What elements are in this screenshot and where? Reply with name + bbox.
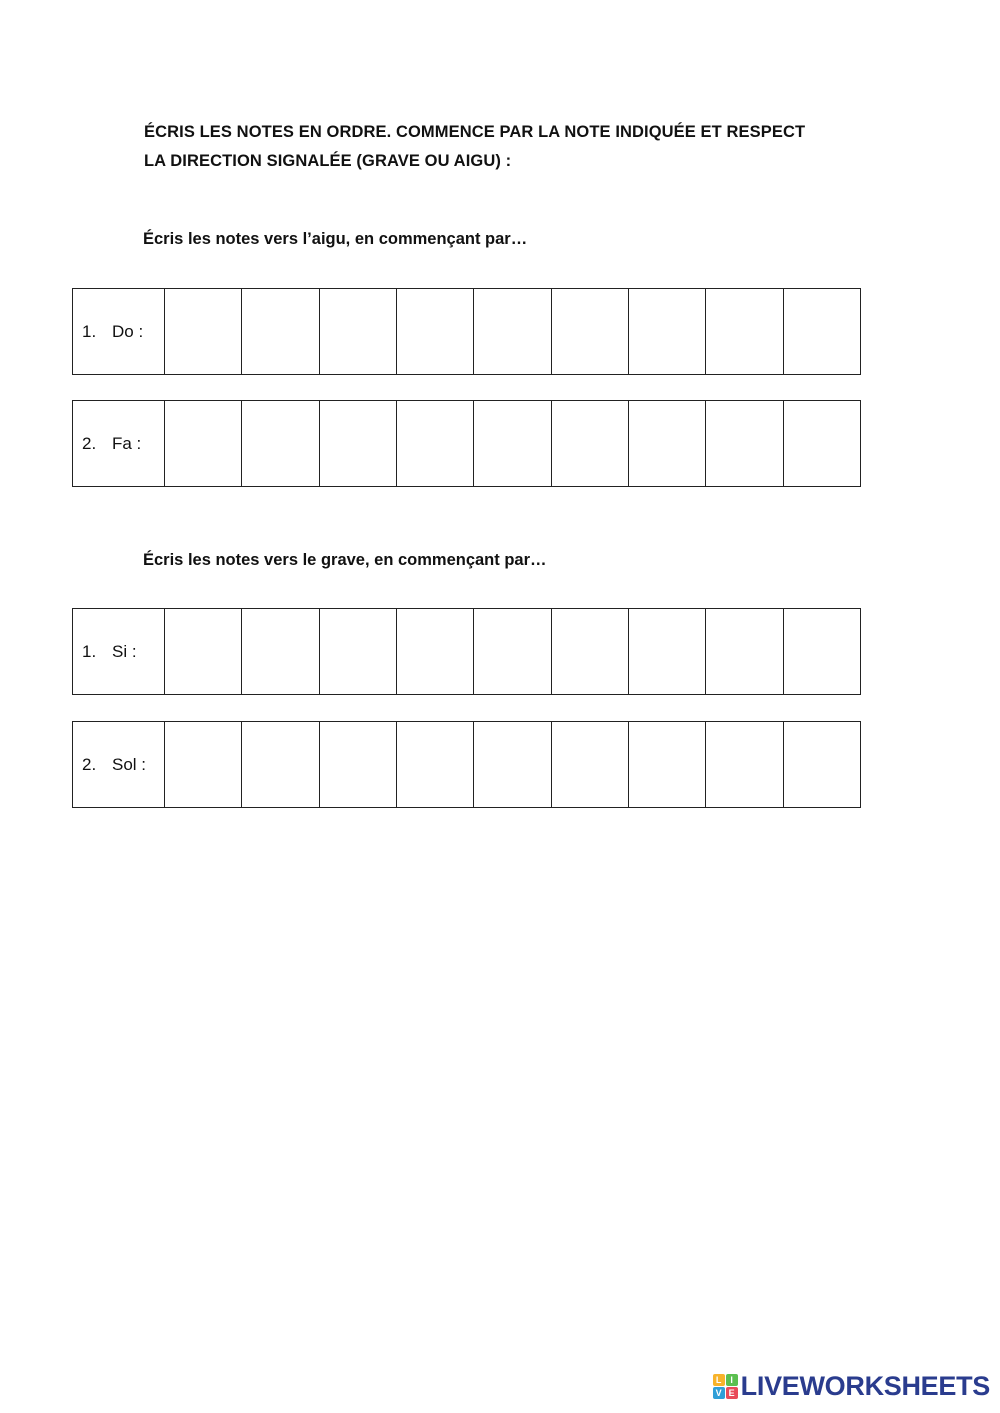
answer-cell[interactable] [474, 401, 551, 487]
row-number: 2. [82, 433, 97, 453]
start-note: Sol : [112, 754, 147, 774]
answer-cell[interactable] [242, 722, 319, 808]
answer-cell[interactable] [783, 609, 860, 695]
row-number: 2. [82, 754, 97, 774]
instruction-heading [144, 118, 884, 176]
note-row-table [72, 721, 861, 808]
answer-cell[interactable] [165, 289, 242, 375]
note-row-table [72, 288, 861, 375]
answer-cell[interactable] [783, 722, 860, 808]
logo-letter-l: L [713, 1374, 725, 1386]
liveworksheets-logo [713, 1371, 990, 1401]
answer-cell[interactable] [551, 722, 628, 808]
answer-cell[interactable] [628, 289, 705, 375]
answer-cell[interactable] [319, 401, 396, 487]
start-note: Si : [112, 641, 137, 661]
note-row-table [72, 608, 861, 695]
answer-cell[interactable] [783, 289, 860, 375]
answer-cell[interactable] [165, 401, 242, 487]
answer-cell[interactable] [474, 289, 551, 375]
logo-letter-e: E [726, 1387, 738, 1399]
answer-cell[interactable] [165, 609, 242, 695]
row-number: 1. [82, 321, 97, 341]
answer-cell[interactable] [706, 289, 783, 375]
answer-cell[interactable] [706, 609, 783, 695]
answer-cell[interactable] [628, 609, 705, 695]
answer-cell[interactable] [396, 722, 473, 808]
instruction-line-2: LA DIRECTION SIGNALÉE (GRAVE OU AIGU) : [144, 152, 512, 170]
logo-letter-v: V [713, 1387, 725, 1399]
answer-cell[interactable] [551, 609, 628, 695]
answer-cell[interactable] [242, 401, 319, 487]
answer-cell[interactable] [165, 722, 242, 808]
answer-cell[interactable] [242, 289, 319, 375]
section-heading-aigu: Écris les notes vers l’aigu, en commençant par… [143, 230, 528, 248]
answer-cell[interactable] [474, 722, 551, 808]
answer-cell[interactable] [706, 722, 783, 808]
answer-cell[interactable] [396, 401, 473, 487]
row-number: 1. [82, 641, 97, 661]
answer-cell[interactable] [783, 401, 860, 487]
start-note: Do : [112, 321, 144, 341]
answer-cell[interactable] [706, 401, 783, 487]
answer-cell[interactable] [396, 609, 473, 695]
row-label [73, 722, 165, 808]
row-label [73, 289, 165, 375]
logo-letter-i: I [726, 1374, 738, 1386]
answer-cell[interactable] [319, 722, 396, 808]
start-note: Fa : [112, 433, 142, 453]
brand-text: LIVEWORKSHEETS [740, 1370, 990, 1401]
logo-mark-icon [713, 1374, 738, 1399]
answer-cell[interactable] [242, 609, 319, 695]
answer-cell[interactable] [319, 289, 396, 375]
answer-cell[interactable] [474, 609, 551, 695]
instruction-line-1: ÉCRIS LES NOTES EN ORDRE. COMMENCE PAR LA NOTE INDIQUÉE ET RESPECT [144, 123, 806, 141]
answer-cell[interactable] [551, 401, 628, 487]
answer-cell[interactable] [551, 289, 628, 375]
section-heading-grave: Écris les notes vers le grave, en commençant par… [143, 551, 547, 569]
answer-cell[interactable] [628, 401, 705, 487]
row-label [73, 609, 165, 695]
answer-cell[interactable] [396, 289, 473, 375]
note-row-table [72, 400, 861, 487]
answer-cell[interactable] [628, 722, 705, 808]
row-label [73, 401, 165, 487]
answer-cell[interactable] [319, 609, 396, 695]
